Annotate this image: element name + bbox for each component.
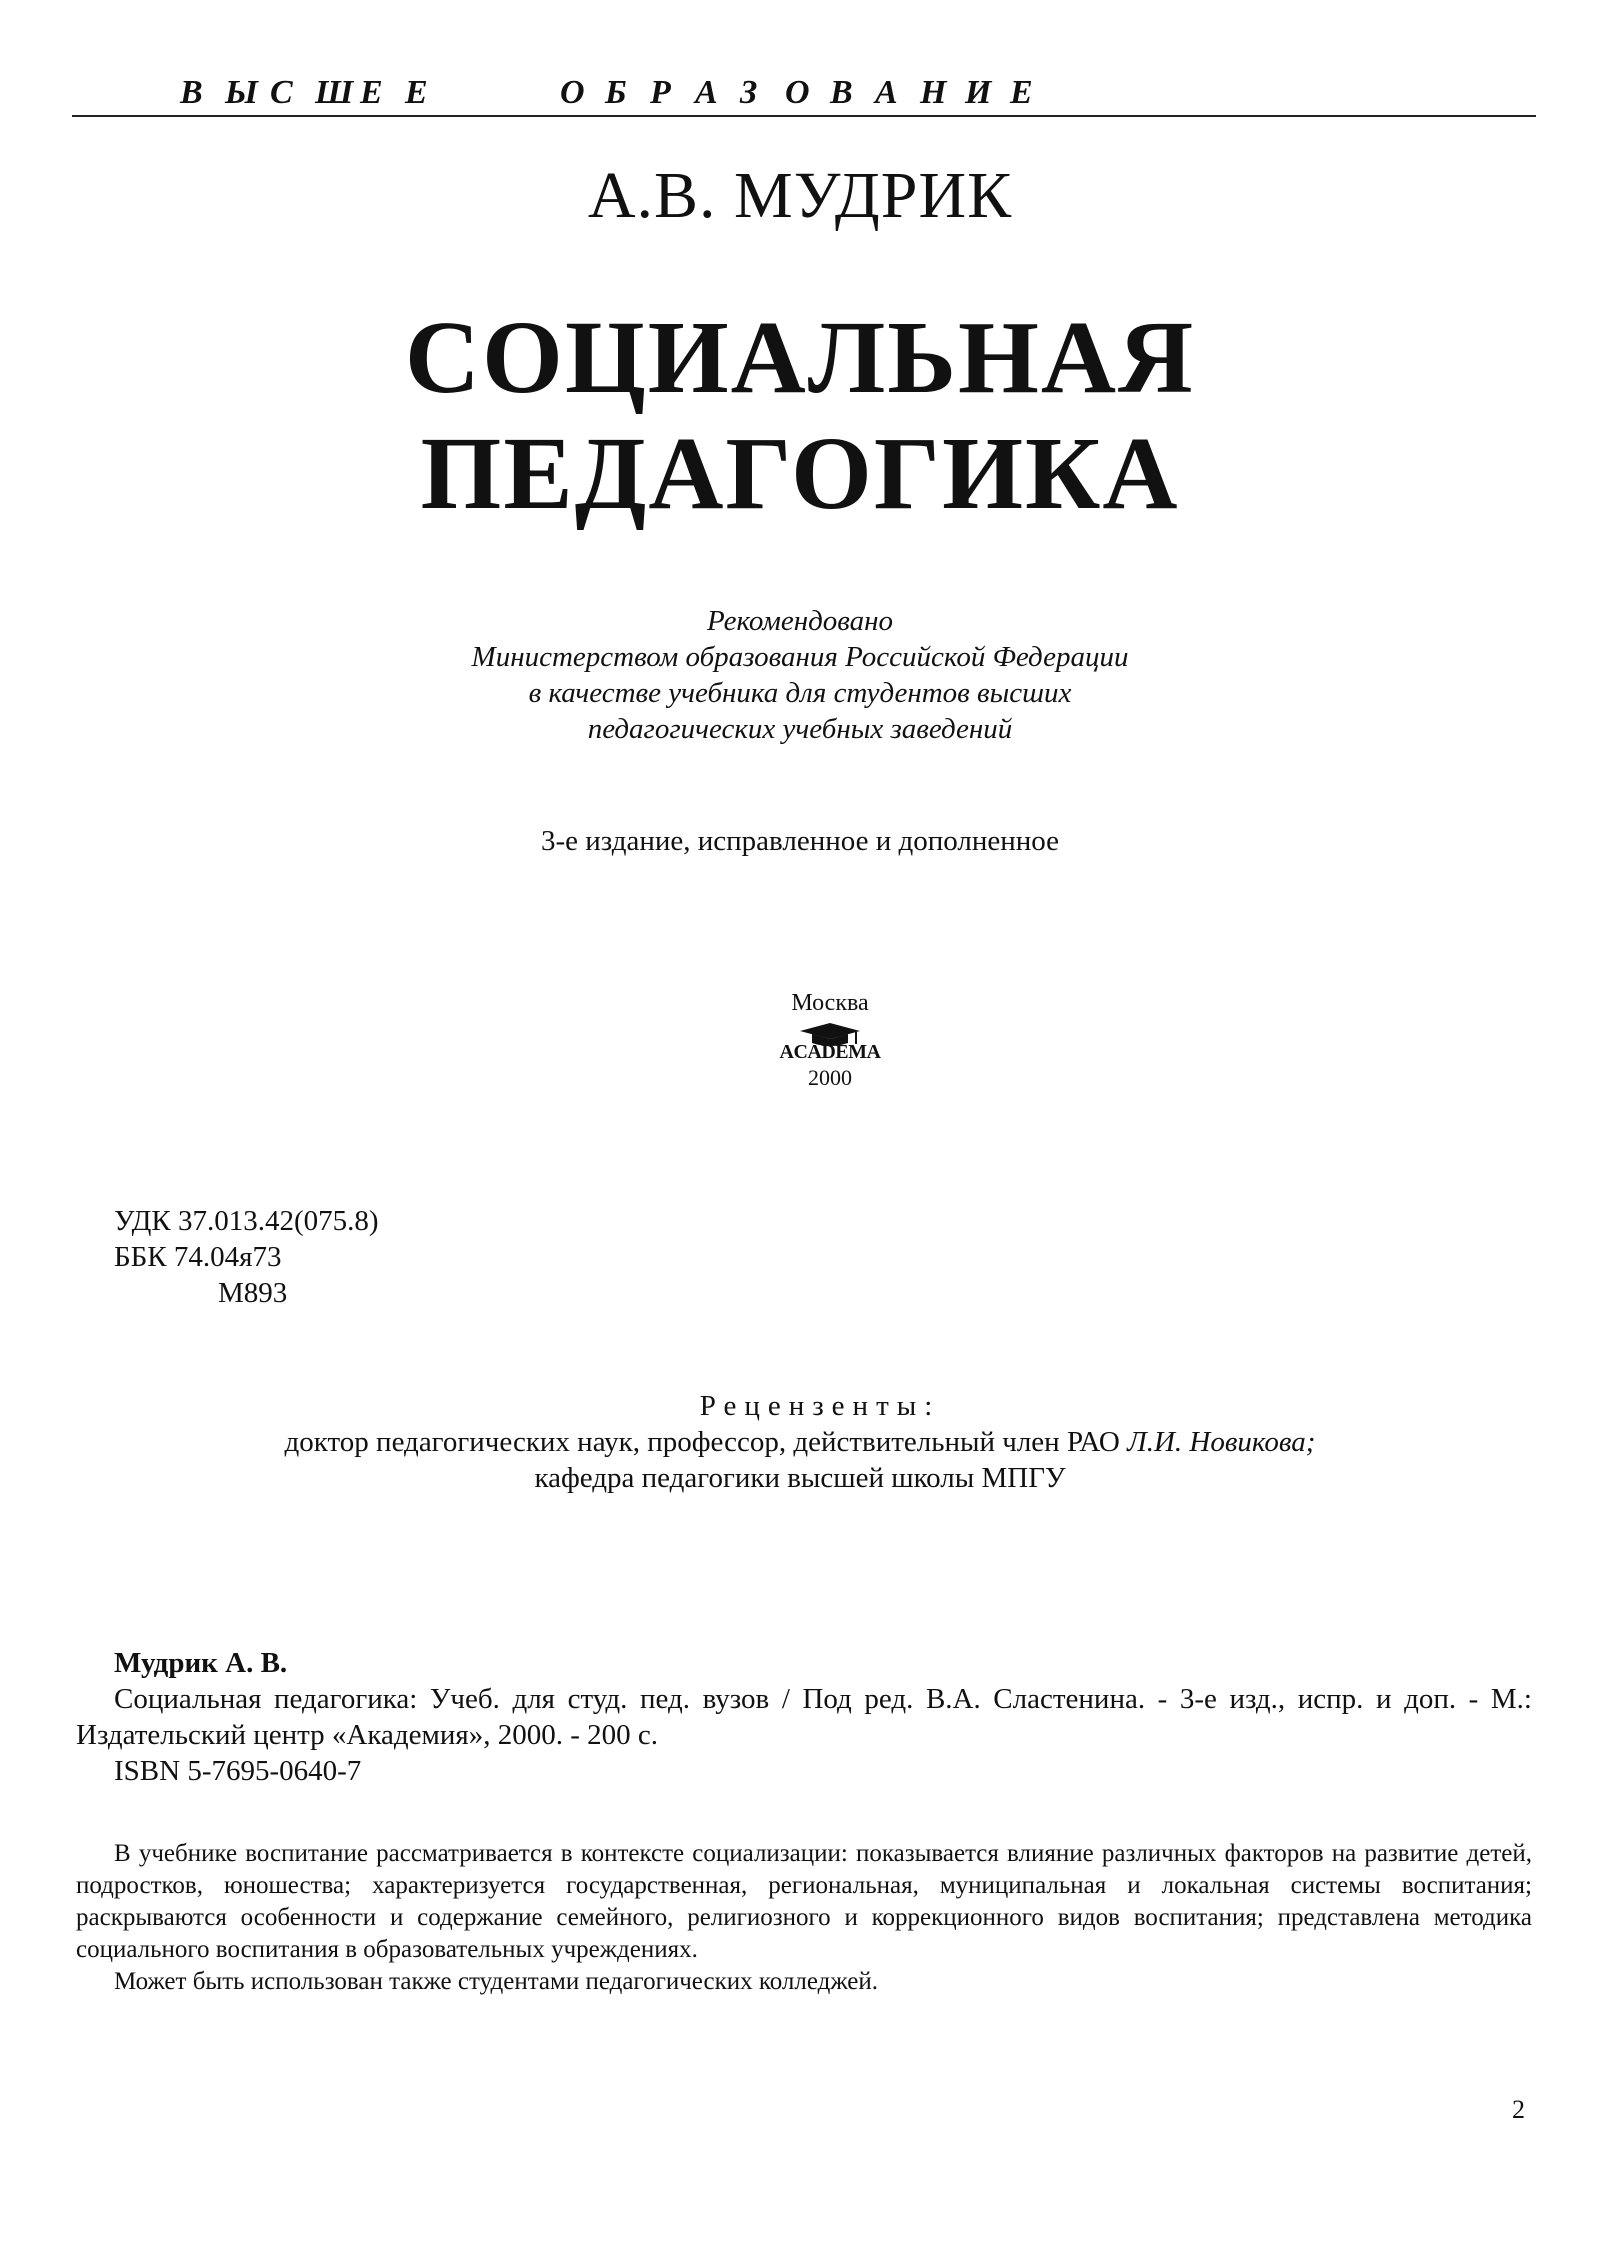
- udk-code: УДК 37.013.42(075.8): [114, 1205, 379, 1237]
- reviewer-line-2: кафедра педагогики высшей школы МПГУ: [534, 1462, 1066, 1494]
- header-rule: [72, 115, 1536, 117]
- logo-year: 2000: [808, 1065, 852, 1090]
- series-letter: Ы: [225, 74, 258, 111]
- series-letter: С: [270, 74, 293, 111]
- title-line-1: СОЦИАЛЬНАЯ: [404, 300, 1196, 415]
- series-letter: Е: [360, 74, 383, 111]
- edition-note: 3-е издание, исправленное и дополненное: [540, 825, 1059, 857]
- bibliographic-record: [76, 1645, 1532, 1789]
- series-letter: З: [740, 74, 758, 111]
- reviewer-line-1: [0, 1424, 1600, 1460]
- logo-publisher-name: ACADEMA: [779, 1041, 881, 1063]
- reviewer-title: доктор педагогических наук, профессор, действительный член РАО: [284, 1426, 1128, 1458]
- series-letter: В: [830, 74, 853, 111]
- book-title: [0, 300, 1600, 532]
- series-letter: Е: [405, 74, 428, 111]
- series-letter: Б: [605, 74, 627, 111]
- series-letter: О: [785, 74, 810, 111]
- publisher-logo: [770, 990, 890, 1100]
- logo-city: Москва: [791, 990, 869, 1016]
- biblio-author: Мудрик А. В.: [114, 1647, 288, 1679]
- series-letter: А: [875, 74, 898, 111]
- annotation-paragraph: Может быть использован также студентами педагогических колледжей.: [114, 1968, 879, 1995]
- series-letter: В: [180, 74, 203, 111]
- reviewers-block: [0, 1388, 1600, 1496]
- page-number: 2: [1512, 2095, 1525, 2124]
- series-letter: Е: [1010, 74, 1033, 111]
- ministry-recommendation: [0, 603, 1600, 747]
- classification-codes: [114, 1203, 379, 1311]
- recommendation-line: Рекомендовано: [706, 605, 894, 637]
- reviewer-name: Л.И. Новикова;: [1127, 1426, 1316, 1458]
- series-letter: Р: [650, 74, 671, 111]
- series-letter: И: [965, 74, 992, 111]
- annotation: [76, 1838, 1532, 1998]
- recommendation-line: Министерством образования Российской Федерации: [471, 641, 1129, 673]
- reviewers-heading: Рецензенты:: [699, 1390, 941, 1422]
- book-author: А.В. МУДРИК: [587, 159, 1013, 232]
- recommendation-line: в качестве учебника для студентов высших: [528, 677, 1072, 709]
- series-letter: Ш: [315, 74, 354, 111]
- annotation-paragraph: В учебнике воспитание рассматривается в контексте социализации: показывается влияние различных факторов на развитие детей, подростков, юношества; характеризуется государственная, региональная, муниципальная и локальная системы воспитания; раскрываются особенности и содержание семейного, религиозного и коррекционного видов воспитания; представлена методика социального воспитания в образовательных учреждениях.: [76, 1840, 1532, 1963]
- author-mark-code: М893: [218, 1277, 288, 1309]
- bbk-code: ББК 74.04я73: [114, 1241, 282, 1273]
- series-letter: О: [560, 74, 585, 111]
- title-line-2: ПЕДАГОГИКА: [420, 416, 1180, 531]
- biblio-description: Социальная педагогика: Учеб. для студ. пед. вузов / Под ред. В.А. Сластенина. - 3-е изд., испр. и доп. - М.: Издательский центр «Академия», 2000. - 200 с.: [76, 1683, 1532, 1751]
- series-letter: А: [695, 74, 718, 111]
- series-letter: Н: [920, 74, 947, 111]
- recommendation-line: педагогических учебных заведений: [587, 713, 1013, 745]
- isbn: ISBN 5-7695-0640-7: [114, 1755, 362, 1787]
